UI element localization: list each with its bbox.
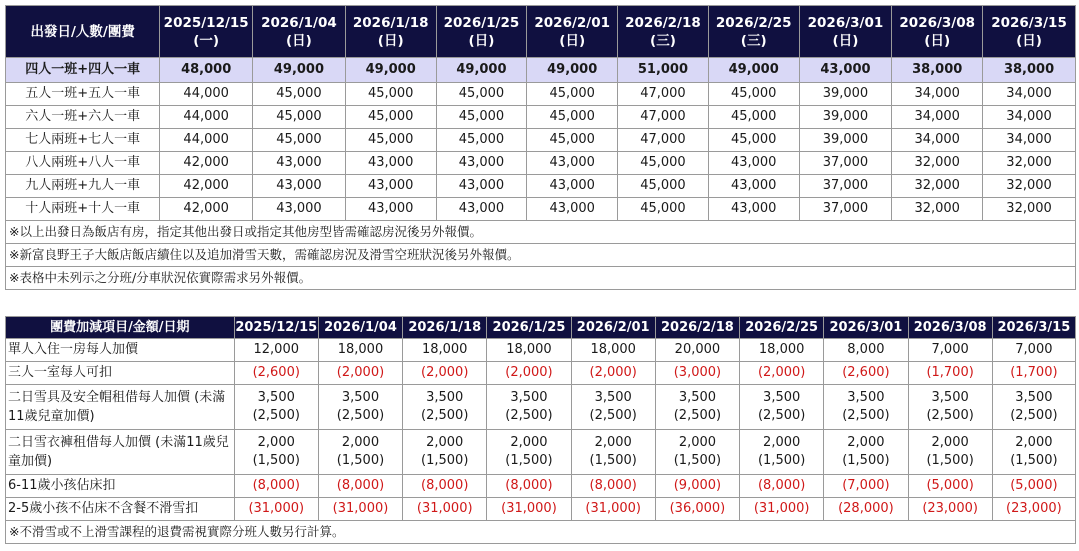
amount-cell: (8,000): [487, 475, 571, 498]
group-fare-table: [5, 5, 1076, 290]
amount-cell: (28,000): [824, 498, 908, 521]
price-cell: 44,000: [160, 83, 253, 106]
price-cell: 44,000: [160, 106, 253, 129]
child-amount: (2,500): [421, 408, 469, 423]
price-cell: 32,000: [983, 152, 1076, 175]
price-cell: 45,000: [618, 152, 709, 175]
price-cell: 45,000: [436, 106, 527, 129]
amount-cell: 7,000: [908, 339, 992, 362]
child-amount: (2,500): [842, 408, 890, 423]
child-amount: (1,500): [505, 453, 553, 468]
date-header: 2026/1/25 (日): [436, 6, 527, 58]
fare-row: [6, 58, 1076, 83]
price-cell: 51,000: [618, 58, 709, 83]
amount-cell: [908, 385, 992, 430]
date-header: 2025/12/15: [234, 317, 318, 339]
note-text: ※以上出發日為飯店有房，指定其他出發日或指定其他房型皆需確認房況後另外報價。: [6, 221, 1076, 244]
date-header: 2026/1/18: [403, 317, 487, 339]
adult-amount: 3,500: [257, 390, 295, 405]
amount-cell: (31,000): [740, 498, 824, 521]
price-cell: 43,000: [345, 152, 436, 175]
price-cell: 47,000: [618, 83, 709, 106]
adult-amount: 3,500: [510, 390, 548, 405]
price-cell: 49,000: [253, 58, 346, 83]
deduction-row: [6, 475, 1076, 498]
price-cell: 34,000: [892, 129, 983, 152]
note-text: ※表格中未列示之分班/分車狀況依實際需求另外報價。: [6, 267, 1076, 290]
surcharge-table: [5, 316, 1076, 544]
date-header: 2026/1/04: [318, 317, 402, 339]
adult-amount: 3,500: [426, 390, 464, 405]
fare-row: [6, 129, 1076, 152]
note-row: [6, 521, 1076, 544]
price-cell: 43,000: [527, 152, 618, 175]
amount-cell: (2,000): [740, 362, 824, 385]
amount-cell: 18,000: [318, 339, 402, 362]
amount-cell: 18,000: [487, 339, 571, 362]
child-amount: (2,500): [1010, 408, 1058, 423]
price-cell: 45,000: [345, 106, 436, 129]
fare-header-row: [6, 6, 1076, 58]
amount-cell: [571, 385, 655, 430]
deduction-row: [6, 498, 1076, 521]
row-label: 單人入住一房每人加價: [6, 339, 235, 362]
row-label: 九人兩班+九人一車: [6, 175, 160, 198]
date-header: 2025/12/15 (一): [160, 6, 253, 58]
price-cell: 49,000: [527, 58, 618, 83]
adult-amount: 3,500: [931, 390, 969, 405]
price-cell: 34,000: [983, 106, 1076, 129]
price-cell: 49,000: [708, 58, 799, 83]
amount-cell: [908, 430, 992, 475]
price-cell: 38,000: [983, 58, 1076, 83]
amount-cell: 18,000: [571, 339, 655, 362]
price-cell: 47,000: [618, 129, 709, 152]
price-cell: 37,000: [799, 198, 892, 221]
amount-cell: [318, 385, 402, 430]
note-row: [6, 244, 1076, 267]
amount-cell: [487, 385, 571, 430]
price-cell: 45,000: [618, 175, 709, 198]
amount-cell: [234, 430, 318, 475]
amount-cell: (1,700): [992, 362, 1075, 385]
note-text: ※不滑雪或不上滑雪課程的退費需視實際分班人數另行計算。: [6, 521, 1076, 544]
price-cell: 49,000: [436, 58, 527, 83]
surcharge-header-row: [6, 317, 1076, 339]
price-cell: 43,000: [799, 58, 892, 83]
surcharge-row: [6, 362, 1076, 385]
adult-amount: 3,500: [847, 390, 885, 405]
row-label: 三人一室每人可扣: [6, 362, 235, 385]
amount-cell: (8,000): [403, 475, 487, 498]
amount-cell: (8,000): [740, 475, 824, 498]
price-cell: 34,000: [983, 83, 1076, 106]
date-header: 2026/3/15: [992, 317, 1075, 339]
adult-amount: 2,000: [510, 435, 548, 450]
adult-amount: 3,500: [763, 390, 801, 405]
date-header: 2026/3/01: [824, 317, 908, 339]
child-amount: (1,500): [336, 453, 385, 468]
price-cell: 43,000: [345, 175, 436, 198]
child-amount: (2,500): [252, 408, 300, 423]
child-amount: (2,500): [757, 408, 806, 423]
price-cell: 45,000: [708, 106, 799, 129]
adult-amount: 2,000: [763, 435, 801, 450]
price-cell: 37,000: [799, 152, 892, 175]
price-cell: 43,000: [527, 175, 618, 198]
amount-cell: 20,000: [655, 339, 739, 362]
amount-cell: (2,000): [487, 362, 571, 385]
amount-cell: [655, 385, 739, 430]
amount-cell: (7,000): [824, 475, 908, 498]
price-cell: 45,000: [708, 83, 799, 106]
price-cell: 45,000: [618, 198, 709, 221]
price-cell: 43,000: [436, 175, 527, 198]
note-row: [6, 221, 1076, 244]
price-cell: 45,000: [253, 129, 346, 152]
amount-cell: (5,000): [992, 475, 1075, 498]
date-header: 2026/2/01 (日): [527, 6, 618, 58]
price-cell: 43,000: [253, 175, 346, 198]
price-cell: 45,000: [527, 83, 618, 106]
amount-cell: (23,000): [992, 498, 1075, 521]
amount-cell: [824, 430, 908, 475]
price-cell: 44,000: [160, 129, 253, 152]
price-cell: 43,000: [436, 198, 527, 221]
amount-cell: (2,000): [318, 362, 402, 385]
price-cell: 32,000: [892, 152, 983, 175]
child-amount: (1,500): [421, 453, 469, 468]
amount-cell: (9,000): [655, 475, 739, 498]
price-cell: 42,000: [160, 198, 253, 221]
amount-cell: (2,600): [824, 362, 908, 385]
price-cell: 45,000: [345, 129, 436, 152]
adult-amount: 2,000: [426, 435, 464, 450]
price-cell: 45,000: [708, 129, 799, 152]
date-header: 2026/1/04 (日): [253, 6, 346, 58]
adult-amount: 2,000: [594, 435, 632, 450]
amount-cell: [824, 385, 908, 430]
amount-cell: (8,000): [571, 475, 655, 498]
amount-cell: [487, 430, 571, 475]
child-amount: (2,500): [589, 408, 637, 423]
adult-amount: 3,500: [594, 390, 632, 405]
amount-cell: (8,000): [318, 475, 402, 498]
row-label: 七人兩班+七人一車: [6, 129, 160, 152]
adult-amount: 3,500: [341, 390, 380, 405]
amount-cell: 18,000: [403, 339, 487, 362]
price-cell: 32,000: [983, 198, 1076, 221]
row-label: 十人兩班+十人一車: [6, 198, 160, 221]
child-amount: (1,500): [1010, 453, 1058, 468]
price-cell: 47,000: [618, 106, 709, 129]
amount-cell: [571, 430, 655, 475]
child-amount: (2,500): [926, 408, 974, 423]
amount-cell: (2,000): [403, 362, 487, 385]
amount-cell: [992, 430, 1075, 475]
amount-cell: (31,000): [571, 498, 655, 521]
amount-cell: [992, 385, 1075, 430]
amount-cell: [318, 430, 402, 475]
date-header: 2026/3/08: [908, 317, 992, 339]
price-cell: 43,000: [253, 152, 346, 175]
child-amount: (1,500): [757, 453, 806, 468]
adult-amount: 2,000: [341, 435, 380, 450]
price-cell: 45,000: [527, 106, 618, 129]
adult-amount: 2,000: [931, 435, 969, 450]
price-cell: 45,000: [436, 83, 527, 106]
amount-cell: [740, 385, 824, 430]
price-cell: 32,000: [892, 175, 983, 198]
amount-cell: (2,000): [571, 362, 655, 385]
amount-cell: (8,000): [234, 475, 318, 498]
date-header: 2026/2/25 (三): [708, 6, 799, 58]
amount-cell: 7,000: [992, 339, 1075, 362]
rental-row: [6, 430, 1076, 475]
price-cell: 43,000: [708, 175, 799, 198]
amount-cell: (2,600): [234, 362, 318, 385]
amount-cell: 12,000: [234, 339, 318, 362]
note-text: ※新富良野王子大飯店飯店續住以及追加滑雪天數，需確認房況及滑雪空班狀況後另外報價。: [6, 244, 1076, 267]
row-label: 六人一班+六人一車: [6, 106, 160, 129]
price-cell: 34,000: [892, 83, 983, 106]
price-cell: 39,000: [799, 106, 892, 129]
price-cell: 32,000: [983, 175, 1076, 198]
child-amount: (2,500): [673, 408, 722, 423]
fare-row: [6, 83, 1076, 106]
amount-cell: (31,000): [234, 498, 318, 521]
row-label: 八人兩班+八人一車: [6, 152, 160, 175]
child-amount: (1,500): [842, 453, 890, 468]
price-cell: 45,000: [436, 129, 527, 152]
fare-corner-header: 出發日/人數/團費: [6, 6, 160, 58]
amount-cell: (36,000): [655, 498, 739, 521]
price-cell: 37,000: [799, 175, 892, 198]
price-cell: 43,000: [436, 152, 527, 175]
amount-cell: [655, 430, 739, 475]
amount-cell: (5,000): [908, 475, 992, 498]
price-cell: 34,000: [892, 106, 983, 129]
price-cell: 42,000: [160, 175, 253, 198]
row-label: 五人一班+五人一車: [6, 83, 160, 106]
amount-cell: (23,000): [908, 498, 992, 521]
amount-cell: [234, 385, 318, 430]
adult-amount: 2,000: [1015, 435, 1053, 450]
child-amount: (1,500): [673, 453, 722, 468]
date-header: 2026/2/18 (三): [618, 6, 709, 58]
child-amount: (1,500): [926, 453, 974, 468]
date-header: 2026/1/18 (日): [345, 6, 436, 58]
date-header: 2026/2/18: [655, 317, 739, 339]
child-amount: (2,500): [336, 408, 385, 423]
price-cell: 45,000: [253, 83, 346, 106]
child-amount: (2,500): [505, 408, 553, 423]
adult-amount: 2,000: [847, 435, 885, 450]
date-header: 2026/3/01 (日): [799, 6, 892, 58]
note-row: [6, 267, 1076, 290]
price-cell: 45,000: [253, 106, 346, 129]
adult-amount: 3,500: [1015, 390, 1053, 405]
amount-cell: (31,000): [318, 498, 402, 521]
amount-cell: (31,000): [487, 498, 571, 521]
price-cell: 45,000: [345, 83, 436, 106]
amount-cell: (3,000): [655, 362, 739, 385]
price-cell: 43,000: [345, 198, 436, 221]
row-label: 6-11歲小孩佔床扣: [6, 475, 235, 498]
date-header: 2026/1/25: [487, 317, 571, 339]
date-header: 2026/3/15 (日): [983, 6, 1076, 58]
amount-cell: [403, 385, 487, 430]
row-label: 二日雪具及安全帽租借每人加價 (未滿11歲兒童加價): [6, 385, 235, 430]
fare-row: [6, 106, 1076, 129]
date-header: 2026/2/25: [740, 317, 824, 339]
price-cell: 43,000: [527, 198, 618, 221]
price-cell: 38,000: [892, 58, 983, 83]
adult-amount: 2,000: [678, 435, 717, 450]
amount-cell: [740, 430, 824, 475]
row-label: 二日雪衣褲租借每人加價 (未滿11歲兒童加價): [6, 430, 235, 475]
adult-amount: 2,000: [257, 435, 295, 450]
child-amount: (1,500): [589, 453, 637, 468]
adult-amount: 3,500: [678, 390, 717, 405]
price-cell: 43,000: [708, 152, 799, 175]
amount-cell: (1,700): [908, 362, 992, 385]
child-amount: (1,500): [252, 453, 300, 468]
price-cell: 42,000: [160, 152, 253, 175]
price-cell: 32,000: [892, 198, 983, 221]
row-label: 2-5歲小孩不佔床不含餐不滑雪扣: [6, 498, 235, 521]
price-cell: 45,000: [527, 129, 618, 152]
price-cell: 39,000: [799, 129, 892, 152]
price-cell: 39,000: [799, 83, 892, 106]
rental-row: [6, 385, 1076, 430]
amount-cell: (31,000): [403, 498, 487, 521]
date-header: 2026/3/08 (日): [892, 6, 983, 58]
fare-row: [6, 198, 1076, 221]
amount-cell: [403, 430, 487, 475]
row-label: 四人一班+四人一車: [6, 58, 160, 83]
price-cell: 34,000: [983, 129, 1076, 152]
amount-cell: 8,000: [824, 339, 908, 362]
price-cell: 49,000: [345, 58, 436, 83]
fare-row: [6, 175, 1076, 198]
price-cell: 43,000: [708, 198, 799, 221]
surcharge-row: [6, 339, 1076, 362]
date-header: 2026/2/01: [571, 317, 655, 339]
surcharge-corner-header: 團費加減項目/金額/日期: [6, 317, 235, 339]
fare-row: [6, 152, 1076, 175]
price-cell: 43,000: [253, 198, 346, 221]
amount-cell: 18,000: [740, 339, 824, 362]
price-cell: 48,000: [160, 58, 253, 83]
